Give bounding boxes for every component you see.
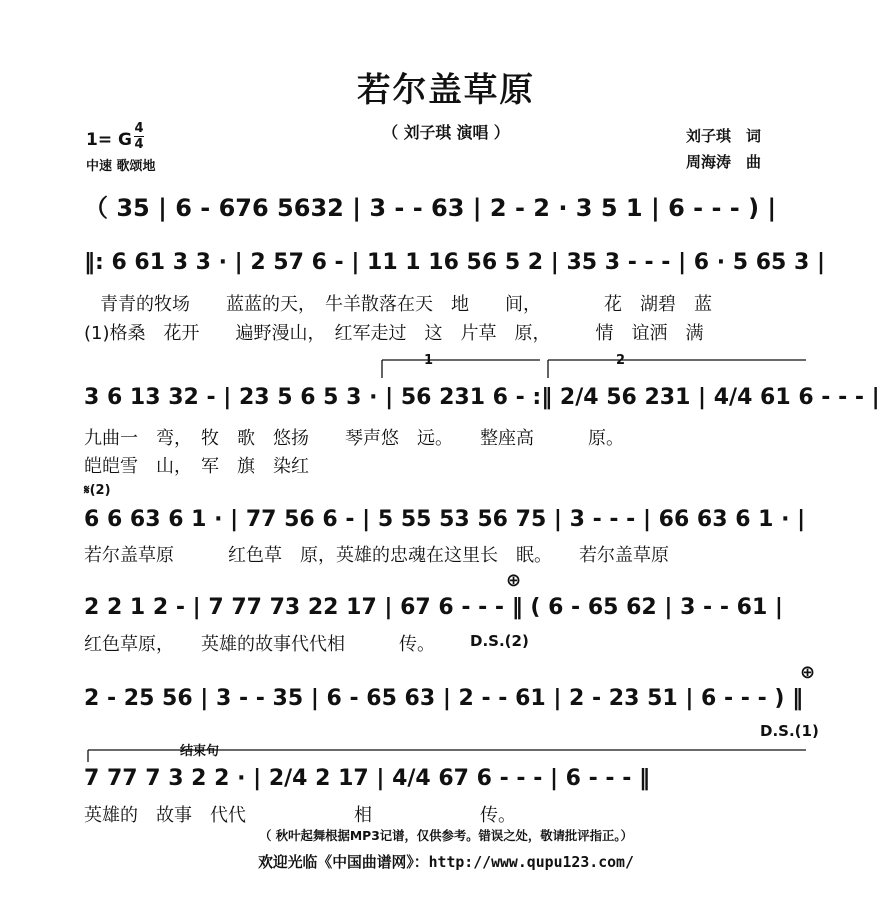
ds-1-mark: D.S.(1) bbox=[760, 722, 819, 740]
notation-line-7: 7 77 7 3 2 2 · | 2/4 2 17 | 4/4 67 6 - - - | 6 - - - ‖ bbox=[84, 766, 651, 791]
ds-2-mark: D.S.(2) bbox=[470, 632, 529, 650]
lyric-line-2a: 青青的牧场 蓝蓝的天， 牛羊散落在天 地 间， 花 湖碧 蓝 bbox=[100, 294, 712, 315]
lyric-line-4: 若尔盖草原 红色草 原，英雄的忠魂在这里长 眠。 若尔盖草原 bbox=[84, 545, 669, 566]
notation-line-5: 2 2 1 2 - | 7 77 73 22 17 | 67 6 - - - ‖ ( 6 - 65 62 | 3 - - 61 | bbox=[84, 595, 783, 620]
coda-mark-1: ⊕ bbox=[506, 570, 522, 591]
subtitle: （ 刘子琪 演唱 ） bbox=[382, 123, 510, 142]
lyric-line-5: 红色草原， 英雄的故事代代相 传。 bbox=[84, 634, 435, 655]
ending-phrase-bracket bbox=[88, 750, 806, 762]
footer-link[interactable]: 欢迎光临《中国曲谱网》：http://www.qupu123.com/ bbox=[258, 854, 634, 871]
time-sig-denominator: 4 bbox=[134, 137, 144, 152]
tempo-marking: 中速 歌颂地 bbox=[86, 159, 156, 174]
notation-line-3: 3 6 13 32 - | 23 5 6 5 3 · | 56 231 6 - :‖ 2/4 56 231 | 4/4 61 6 - - - | bbox=[84, 385, 880, 410]
footer-note: （ 秋叶起舞根据MP3记谱，仅供参考。错误之处，敬请批评指正。） bbox=[259, 829, 633, 843]
composer: 周海涛 曲 bbox=[686, 153, 762, 171]
notation-line-1: （ 35 | 6 - 676 5632 | 3 - - 63 | 2 - 2 · 3 5 1 | 6 - - - ) | bbox=[84, 194, 777, 222]
lyricist: 刘子琪 词 bbox=[686, 127, 762, 145]
lyric-line-7: 英雄的 故事 代代 相 传。 bbox=[84, 805, 516, 826]
volta-2-bracket bbox=[548, 360, 806, 378]
volta-1-label: 1 bbox=[424, 353, 434, 368]
notation-line-2: ‖: 6 61 3 3 · | 2 57 6 - | 11 1 16 56 5 2 | 35 3 - - - | 6 · 5 65 3 | bbox=[84, 250, 825, 275]
key-signature: 1= G bbox=[86, 130, 132, 150]
coda-mark-2: ⊕ bbox=[800, 662, 816, 683]
lyric-line-2b: (1)格桑 花开 遍野漫山， 红军走过 这 片草 原， 情 谊洒 满 bbox=[84, 323, 704, 344]
volta-2-label: 2 bbox=[616, 353, 626, 368]
segno-2-mark: 𝄋(2) bbox=[84, 483, 111, 498]
ending-phrase-label: 结束句 bbox=[180, 744, 220, 759]
notation-line-6: 2 - 25 56 | 3 - - 35 | 6 - 65 63 | 2 - - 61 | 2 - 23 51 | 6 - - - ) ‖ bbox=[84, 686, 804, 711]
time-sig-numerator: 4 bbox=[134, 121, 144, 136]
notation-line-4: 6 6 63 6 1 · | 77 56 6 - | 5 55 53 56 75 | 3 - - - | 66 63 6 1 · | bbox=[84, 507, 806, 532]
lyric-line-3b: 皑皑雪 山， 军 旗 染红 bbox=[84, 456, 309, 477]
volta-1-bracket bbox=[382, 360, 540, 378]
lyric-line-3a: 九曲一 弯， 牧 歌 悠扬 琴声悠 远。 整座高 原。 bbox=[84, 428, 624, 449]
page-title: 若尔盖草原 bbox=[356, 70, 536, 109]
